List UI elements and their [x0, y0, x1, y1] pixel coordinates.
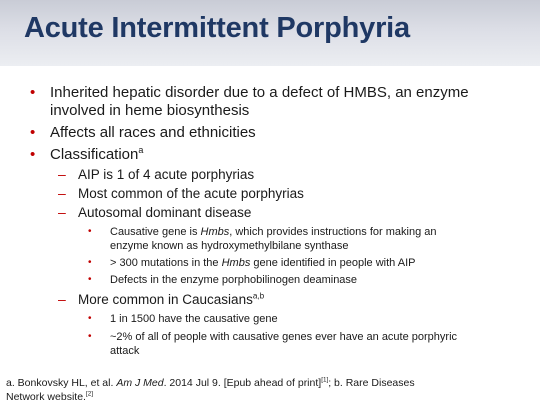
dash-marker: –: [58, 204, 66, 220]
gene-name: Hmbs: [221, 257, 251, 269]
bullet-dot: •: [88, 274, 92, 285]
sub-sub-bullet-text-cont: attack: [110, 345, 140, 357]
bullet-text-cont: involved in heme biosynthesis: [50, 102, 250, 119]
reference-marker: [1]: [321, 376, 329, 384]
bullet-dot: •: [88, 313, 92, 324]
text-part: > 300 mutations in the: [110, 257, 222, 269]
dash-marker: –: [58, 291, 66, 307]
text-part: , which provides instructions for making an: [229, 226, 437, 238]
sub-sub-bullet-text: ~2% of all of people with causative genes ever have an acute porphyric: [110, 331, 458, 343]
bullet-text: Inherited hepatic disorder due to a defect of HMBS, an enzyme: [50, 84, 469, 101]
sub-sub-bullet-text: 1 in 1500 have the causative gene: [110, 313, 278, 325]
bullet-dot: •: [30, 124, 36, 141]
sub-bullet-text: AIP is 1 of 4 acute porphyrias: [78, 167, 255, 182]
footnote: [6, 376, 536, 404]
superscript: a: [138, 145, 144, 155]
footnote-line-2: [6, 390, 536, 404]
text-part: gene identified in people with AIP: [250, 257, 416, 269]
sub-bullet-text: Autosomal dominant disease: [78, 205, 252, 220]
sub-bullet-text: Most common of the acute porphyrias: [78, 186, 304, 201]
reference-marker: [2]: [85, 390, 93, 398]
sub-sub-bullet-text: [110, 226, 437, 238]
footnote-text: ; b. Rare Diseases: [328, 377, 415, 389]
footnote-text: a. Bonkovsky HL, et al.: [6, 377, 117, 389]
bullet-dot: •: [88, 331, 92, 342]
sub-sub-bullet-text-cont: enzyme known as hydroxymethylbilane synthase: [110, 240, 349, 252]
dash-marker: –: [58, 185, 66, 201]
bullet-dot: •: [88, 257, 92, 268]
bullet-dot: •: [30, 146, 36, 163]
text-part: Causative gene is: [110, 226, 201, 238]
journal-name: Am J Med: [116, 377, 164, 389]
title-bar: [0, 0, 540, 66]
footnote-line-1: [6, 376, 536, 390]
dash-marker: –: [58, 166, 66, 182]
sub-sub-bullet-text: [110, 257, 415, 269]
text-part: More common in Caucasians: [78, 292, 253, 307]
sub-bullet-text: [78, 292, 264, 307]
superscript: a,b: [252, 291, 265, 301]
bullet-dot: •: [88, 226, 92, 237]
gene-name: Hmbs: [200, 226, 230, 238]
bullet-text-main: Classification: [50, 146, 139, 163]
bullet-dot: •: [30, 84, 36, 101]
slide-title: Acute Intermittent Porphyria: [24, 12, 410, 44]
footnote-text: . 2014 Jul 9. [Epub ahead of print]: [163, 377, 322, 389]
bullet-text: [50, 146, 143, 163]
bullet-text: Affects all races and ethnicities: [50, 124, 256, 141]
footnote-text: Network website.: [6, 391, 86, 403]
sub-sub-bullet-text: Defects in the enzyme porphobilinogen deaminase: [110, 274, 358, 286]
